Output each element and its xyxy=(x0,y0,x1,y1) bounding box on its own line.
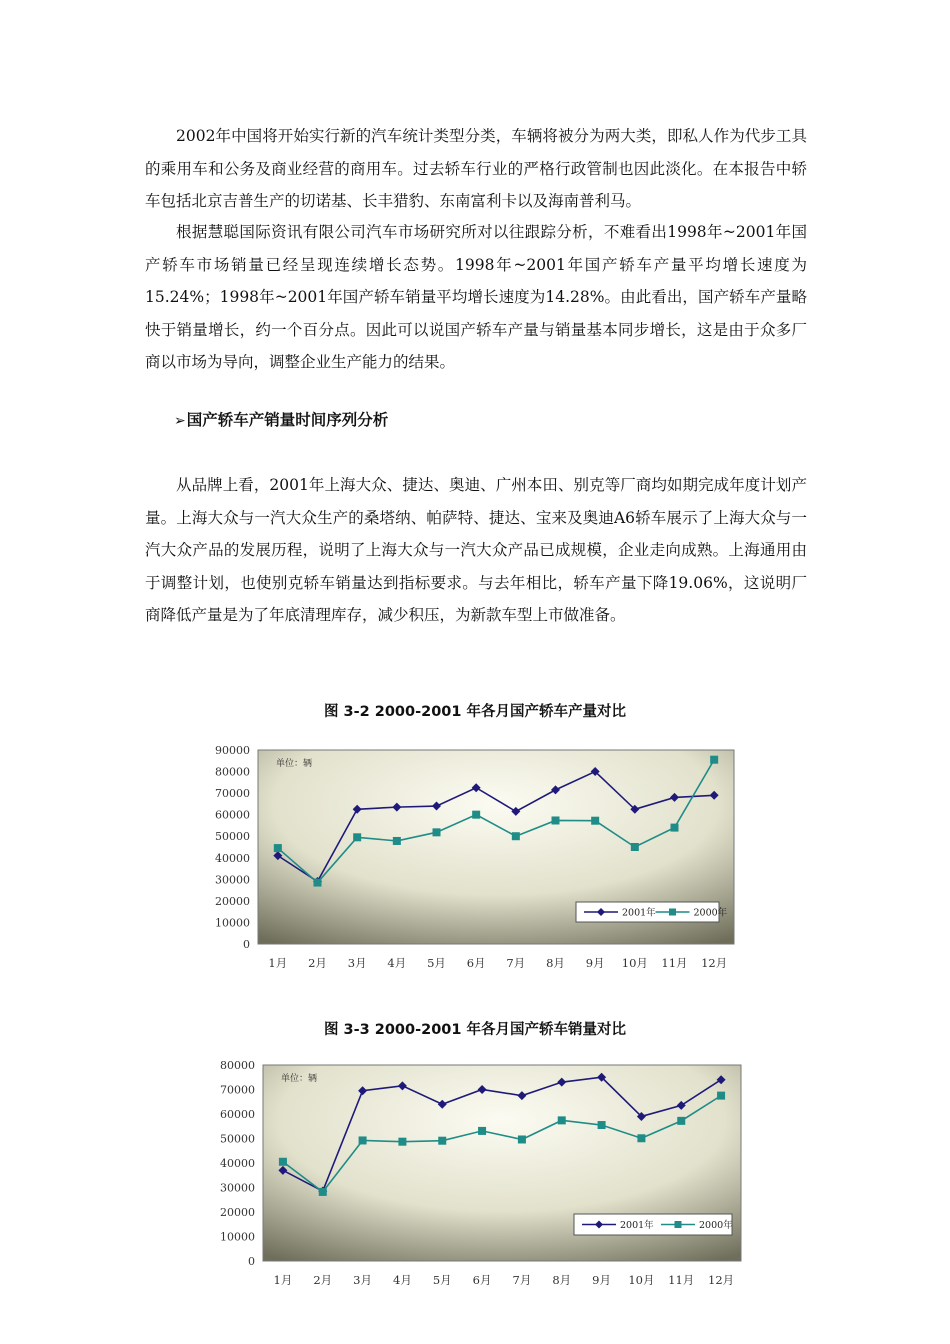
y-tick-label: 60000 xyxy=(215,808,250,822)
legend-label: 2000年 xyxy=(699,1220,733,1231)
x-tick-label: 8月 xyxy=(552,1273,572,1287)
x-tick-label: 1月 xyxy=(273,1273,293,1287)
section-heading-text: 国产轿车产销量时间序列分析 xyxy=(186,411,389,429)
data-point xyxy=(717,1092,725,1100)
y-tick-label: 80000 xyxy=(215,765,250,779)
data-point xyxy=(558,1116,566,1124)
unit-note: 单位：辆 xyxy=(276,759,313,769)
figure-caption-sales: 图 3-3 2000-2001 年各月国产轿车销量对比 xyxy=(323,1022,627,1038)
arrow-bullet-icon: ➢ xyxy=(174,413,186,429)
y-tick-label: 70000 xyxy=(215,787,250,801)
x-tick-label: 4月 xyxy=(393,1273,412,1287)
data-point xyxy=(359,1136,367,1144)
y-tick-label: 0 xyxy=(248,1255,255,1268)
data-point xyxy=(398,1138,406,1146)
y-tick-label: 90000 xyxy=(215,744,250,757)
data-point xyxy=(274,844,282,852)
data-point xyxy=(319,1188,327,1196)
y-tick-label: 50000 xyxy=(220,1132,255,1146)
data-point xyxy=(393,837,401,845)
x-tick-label: 9月 xyxy=(585,956,605,970)
paragraph-brands: 从品牌上看，2001年上海大众、捷达、奥迪、广州本田、别克等厂商均如期完成年度计划产量。上海大众与一汽大众生产的桑塔纳、帕萨特、捷达、宝来及奥迪A6轿车展示了上海大众与一汽大众产品的发展历程，说明了上海大众与一汽大众产品已成规模，企业走向成熟。上海通用由于调整计划，也使别克轿车销量达到指标要求。与去年相比，轿车产量下降19.06%，这说明厂商降低产量是为了年底清理库存，减少积压，为新款车型上市做准备。 xyxy=(145,476,807,624)
data-point xyxy=(279,1158,287,1166)
data-point xyxy=(512,832,520,840)
y-tick-label: 70000 xyxy=(220,1083,255,1097)
data-point xyxy=(314,879,322,887)
legend-marker xyxy=(669,909,676,916)
x-tick-label: 5月 xyxy=(427,956,446,970)
x-tick-label: 6月 xyxy=(466,956,486,970)
unit-note: 单位：辆 xyxy=(281,1074,318,1084)
data-point xyxy=(671,824,679,832)
x-tick-label: 3月 xyxy=(347,956,367,970)
legend-label: 2001年 xyxy=(622,907,656,919)
data-point xyxy=(677,1117,685,1125)
data-point xyxy=(631,843,639,851)
figure-caption-production: 图 3-2 2000-2001 年各月国产轿车产量对比 xyxy=(323,704,627,720)
x-tick-label: 1月 xyxy=(268,956,288,970)
data-point xyxy=(518,1135,526,1143)
x-tick-label: 5月 xyxy=(432,1273,452,1287)
x-tick-label: 8月 xyxy=(546,956,565,970)
y-tick-label: 50000 xyxy=(215,830,250,844)
x-tick-label: 11月 xyxy=(661,956,688,970)
y-tick-label: 10000 xyxy=(220,1230,255,1244)
y-tick-label: 0 xyxy=(243,938,250,951)
data-point xyxy=(353,833,361,841)
data-point xyxy=(710,756,718,764)
x-tick-label: 6月 xyxy=(472,1273,492,1287)
data-point xyxy=(478,1127,486,1135)
x-tick-label: 2月 xyxy=(313,1273,333,1287)
data-point xyxy=(552,816,560,824)
legend-label: 2000年 xyxy=(693,907,728,919)
y-tick-label: 30000 xyxy=(215,873,250,887)
x-tick-label: 7月 xyxy=(506,956,526,970)
data-point xyxy=(472,811,480,819)
x-tick-label: 2月 xyxy=(308,956,327,970)
legend-marker xyxy=(675,1221,682,1228)
y-tick-label: 20000 xyxy=(220,1206,255,1219)
y-tick-label: 20000 xyxy=(215,894,250,908)
paragraph-intro: 2002年中国将开始实行新的汽车统计类型分类，车辆将被分为两大类，即私人作为代步工具的乘用车和公务及商业经营的商用车。过去轿车行业的严格行政管制也因此淡化。在本报告中轿车包括北京吉普生产的切诺基、长丰猎豹、东南富利卡以及海南普利马。 xyxy=(145,127,807,210)
x-tick-label: 12月 xyxy=(701,956,728,970)
y-tick-label: 60000 xyxy=(220,1108,255,1121)
x-tick-label: 9月 xyxy=(592,1273,611,1287)
y-tick-label: 30000 xyxy=(220,1181,255,1195)
sales-line-chart xyxy=(0,1052,950,1302)
data-point xyxy=(637,1134,645,1142)
x-tick-label: 11月 xyxy=(668,1273,695,1287)
data-point xyxy=(598,1121,606,1129)
legend-label: 2001年 xyxy=(620,1220,654,1231)
x-tick-label: 4月 xyxy=(387,956,407,970)
paragraph-growth-analysis: 根据慧聪国际资讯有限公司汽车市场研究所对以往跟踪分析，不难看出1998年~2001年国产轿车市场销量已经呈现连续增长态势。1998年~2001年国产轿车产量平均增长速度为15.24%；1998年~2001年国产轿车销量平均增长速度为14.28%。由此看出，国产轿车产量略快于销量增长，约一个百分点。因此可以说国产轿车产量与销量基本同步增长，这是由于众多厂商以市场为导向，调整企业生产能力的结果。 xyxy=(145,223,807,371)
x-tick-label: 3月 xyxy=(353,1273,372,1287)
y-tick-label: 40000 xyxy=(220,1157,255,1170)
x-tick-label: 7月 xyxy=(512,1273,532,1287)
x-tick-label: 12月 xyxy=(708,1273,735,1287)
data-point xyxy=(591,817,599,825)
data-point xyxy=(438,1137,446,1145)
section-heading xyxy=(174,408,388,430)
x-tick-label: 10月 xyxy=(621,956,648,970)
y-tick-label: 10000 xyxy=(215,916,250,930)
production-line-chart xyxy=(0,738,950,978)
data-point xyxy=(433,828,441,836)
y-tick-label: 80000 xyxy=(220,1059,255,1072)
y-tick-label: 40000 xyxy=(215,851,250,865)
x-tick-label: 10月 xyxy=(628,1273,655,1287)
